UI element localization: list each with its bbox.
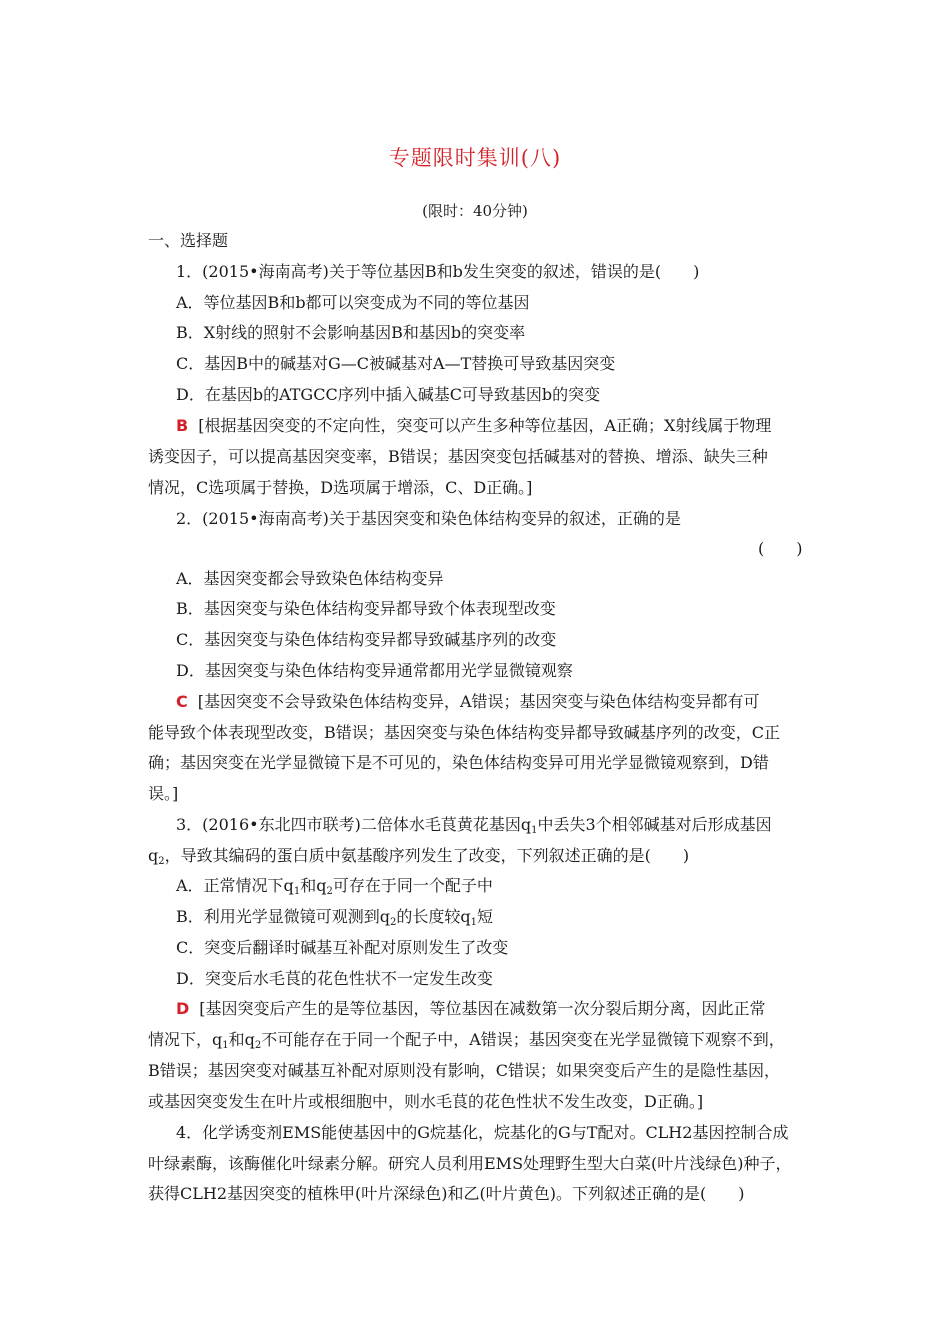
q2-explanation-line3: 确；基因突变在光学显微镜下是不可见的，染色体结构变异可用光学显微镜观察到，D错	[148, 753, 769, 772]
q2-explanation-line2: 能导致个体表现型改变，B错误；基因突变与染色体结构变异都导致碱基序列的改变，C正	[148, 723, 781, 742]
q2-answer: C	[176, 692, 188, 711]
q3-stem-line2: $q_2$，导致其编码的蛋白质中氨基酸序列发生了改变，下列叙述正确的是( )	[148, 846, 690, 867]
q3-answer: D	[176, 999, 190, 1018]
section-heading: 一、选择题	[148, 231, 229, 250]
q3-option-b: B．利用光学显微镜可观测到$q_2$的长度较$q_1$短	[176, 907, 494, 928]
q1-explanation-line2: 诱变因子，可以提高基因突变率，B错误；基因突变包括碱基对的替换、增添、缺失三种	[148, 447, 768, 466]
q2-option-b: B．基因突变与染色体结构变异都导致个体表现型改变	[176, 599, 556, 618]
q1-option-b: B．X射线的照射不会影响基因B和基因b的突变率	[176, 323, 526, 342]
q1-option-d: D．在基因b的ATGCC序列中插入碱基C可导致基因b的突变	[176, 385, 601, 404]
q1-stem: 1．(2015•海南高考)关于等位基因B和b发生突变的叙述，错误的是( )	[176, 262, 700, 281]
q3-explanation-line3: B错误；基因突变对碱基互补配对原则没有影响，C错误；如果突变后产生的是隐性基因，	[148, 1061, 781, 1080]
q2-explanation-line1: C [基因突变不会导致染色体结构变异，A错误；基因突变与染色体结构变异都有可	[176, 692, 760, 711]
q1-explanation-line1: B [根据基因突变的不定向性，突变可以产生多种等位基因，A正确；X射线属于物理	[176, 416, 772, 435]
time-limit: (限时：40分钟)	[422, 202, 528, 220]
q2-option-a: A．基因突变都会导致染色体结构变异	[176, 569, 444, 588]
q2-option-c: C．基因突变与染色体结构变异都导致碱基序列的改变	[176, 630, 557, 649]
q2-answer-blank: ( )	[758, 539, 803, 558]
q4-stem-line2: 叶绿素酶，该酶催化叶绿素分解。研究人员利用EMS处理野生型大白菜(叶片浅绿色)种子，	[148, 1154, 792, 1173]
q2-stem: 2．(2015•海南高考)关于基因突变和染色体结构变异的叙述，正确的是	[176, 509, 681, 528]
q4-stem-line3: 获得CLH2基因突变的植株甲(叶片深绿色)和乙(叶片黄色)。下列叙述正确的是( )	[148, 1184, 745, 1203]
q3-stem-line1: 3．(2016•东北四市联考)二倍体水毛茛黄花基因$q_1$中丢失3个相邻碱基对后形成基因	[176, 815, 772, 836]
q2-option-d: D．基因突变与染色体结构变异通常都用光学显微镜观察	[176, 661, 573, 680]
q1-answer: B	[176, 416, 189, 435]
q3-explanation-line4: 或基因突变发生在叶片或根细胞中，则水毛茛的花色性状不发生改变，D正确。]	[148, 1092, 704, 1111]
q3-explanation-line2: 情况下，$q_1$和$q_2$不可能存在于同一个配子中，A错误；基因突变在光学显微镜下观察不到，	[148, 1030, 785, 1051]
q3-option-d: D．突变后水毛茛的花色性状不一定发生改变	[176, 969, 493, 988]
q3-explanation-line1: D [基因突变后产生的是等位基因，等位基因在减数第一次分裂后期分离，因此正常	[176, 999, 766, 1018]
q2-explanation-line4: 误。]	[148, 784, 179, 803]
q3-option-c: C．突变后翻译时碱基互补配对原则发生了改变	[176, 938, 509, 957]
q3-option-a: A．正常情况下$q_1$和$q_2$可存在于同一个配子中	[176, 876, 493, 897]
q1-option-a: A．等位基因B和b都可以突变成为不同的等位基因	[176, 293, 530, 312]
q1-explanation-line3: 情况，C选项属于替换，D选项属于增添，C、D正确。]	[148, 478, 533, 497]
q1-option-c: C．基因B中的碱基对G—C被碱基对A—T替换可导致基因突变	[176, 354, 616, 373]
page-title: 专题限时集训(八)	[388, 146, 562, 170]
q4-stem-line1: 4．化学诱变剂EMS能使基因中的G烷基化，烷基化的G与T配对。CLH2基因控制合成	[176, 1123, 789, 1142]
